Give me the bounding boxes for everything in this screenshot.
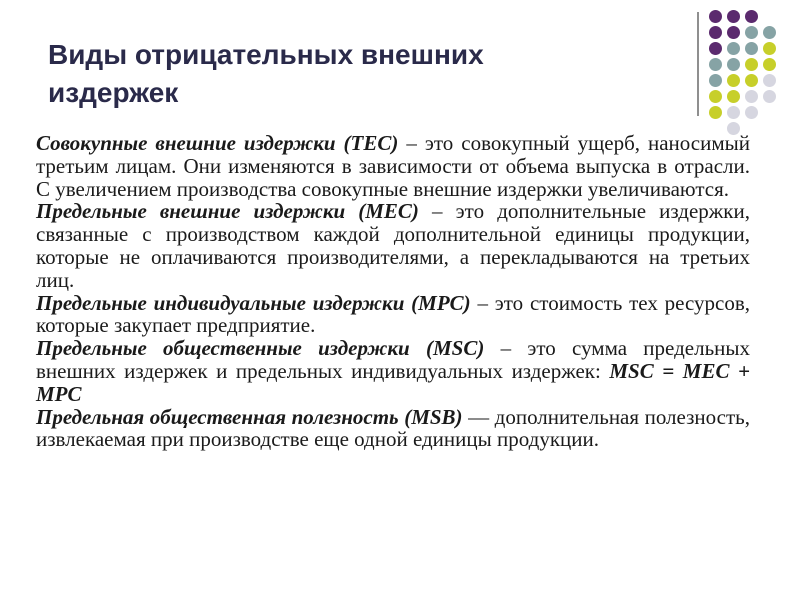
decorative-dot bbox=[763, 42, 776, 55]
msc-formula: MSC = MEC + MPC bbox=[36, 358, 750, 406]
decorative-dot bbox=[763, 90, 776, 103]
definition-term: Предельные общественные издержки (MSC) bbox=[36, 336, 485, 361]
decorative-dot bbox=[727, 74, 740, 87]
definition-tec bbox=[36, 132, 750, 200]
definition-term: Предельные внешние издержки (MEC) bbox=[36, 199, 419, 224]
definition-mec bbox=[36, 200, 750, 291]
decorative-dot bbox=[727, 106, 740, 119]
decorative-dot bbox=[709, 26, 722, 39]
decorative-dot bbox=[709, 90, 722, 103]
decorative-dot bbox=[745, 90, 758, 103]
slide-title: Виды отрицательных внешних издержек bbox=[48, 39, 484, 108]
decorative-dot bbox=[727, 42, 740, 55]
decorative-dot bbox=[709, 58, 722, 71]
decorative-dot bbox=[709, 74, 722, 87]
decorative-dot bbox=[709, 42, 722, 55]
decorative-dot bbox=[745, 26, 758, 39]
decorative-dot bbox=[727, 26, 740, 39]
decorative-dot bbox=[727, 10, 740, 23]
decorative-dot bbox=[745, 42, 758, 55]
decorative-dot bbox=[763, 74, 776, 87]
definition-term: Совокупные внешние издержки (TEC) bbox=[36, 131, 399, 155]
decorative-dot bbox=[709, 10, 722, 23]
decorative-dot bbox=[727, 58, 740, 71]
decorative-divider-line bbox=[697, 12, 699, 116]
decorative-dot bbox=[745, 10, 758, 23]
definition-msb bbox=[36, 406, 750, 452]
definitions-list bbox=[36, 132, 750, 451]
definition-text: – это дополнительные издержки, связанные с производством каждой дополнительной единицы продукции, которые не оплачиваются производителями, а перекладываются на третьих лиц. bbox=[36, 199, 750, 292]
decorative-dot bbox=[709, 106, 722, 119]
definition-text: – это совокупный ущерб, наносимый третьим лицам. Они изменяются в зависимости от объема выпуска в отрасли. С увеличением производства совокупные внешние издержки увеличиваются. bbox=[36, 131, 750, 201]
decorative-dot bbox=[745, 106, 758, 119]
definition-mpc bbox=[36, 292, 750, 338]
definition-text: – это стоимость тех ресурсов, которые закупает предприятие. bbox=[36, 290, 751, 338]
decorative-dot bbox=[727, 90, 740, 103]
decorative-dot bbox=[763, 26, 776, 39]
definition-term: Предельная общественная полезность (MSB) bbox=[36, 404, 463, 429]
decorative-dot bbox=[745, 74, 758, 87]
decorative-dot-grid bbox=[707, 10, 777, 128]
decorative-dot bbox=[745, 58, 758, 71]
definition-msc bbox=[36, 337, 750, 405]
definition-text: — дополнительная полезность, извлекаемая при производстве еще одной единицы продукции. bbox=[36, 404, 750, 452]
decorative-dot bbox=[763, 58, 776, 71]
definition-term: Предельные индивидуальные издержки (MPC) bbox=[36, 290, 471, 315]
definition-text: – это сумма предельных внешних издержек и предельных индивидуальных издержек: bbox=[36, 336, 750, 383]
